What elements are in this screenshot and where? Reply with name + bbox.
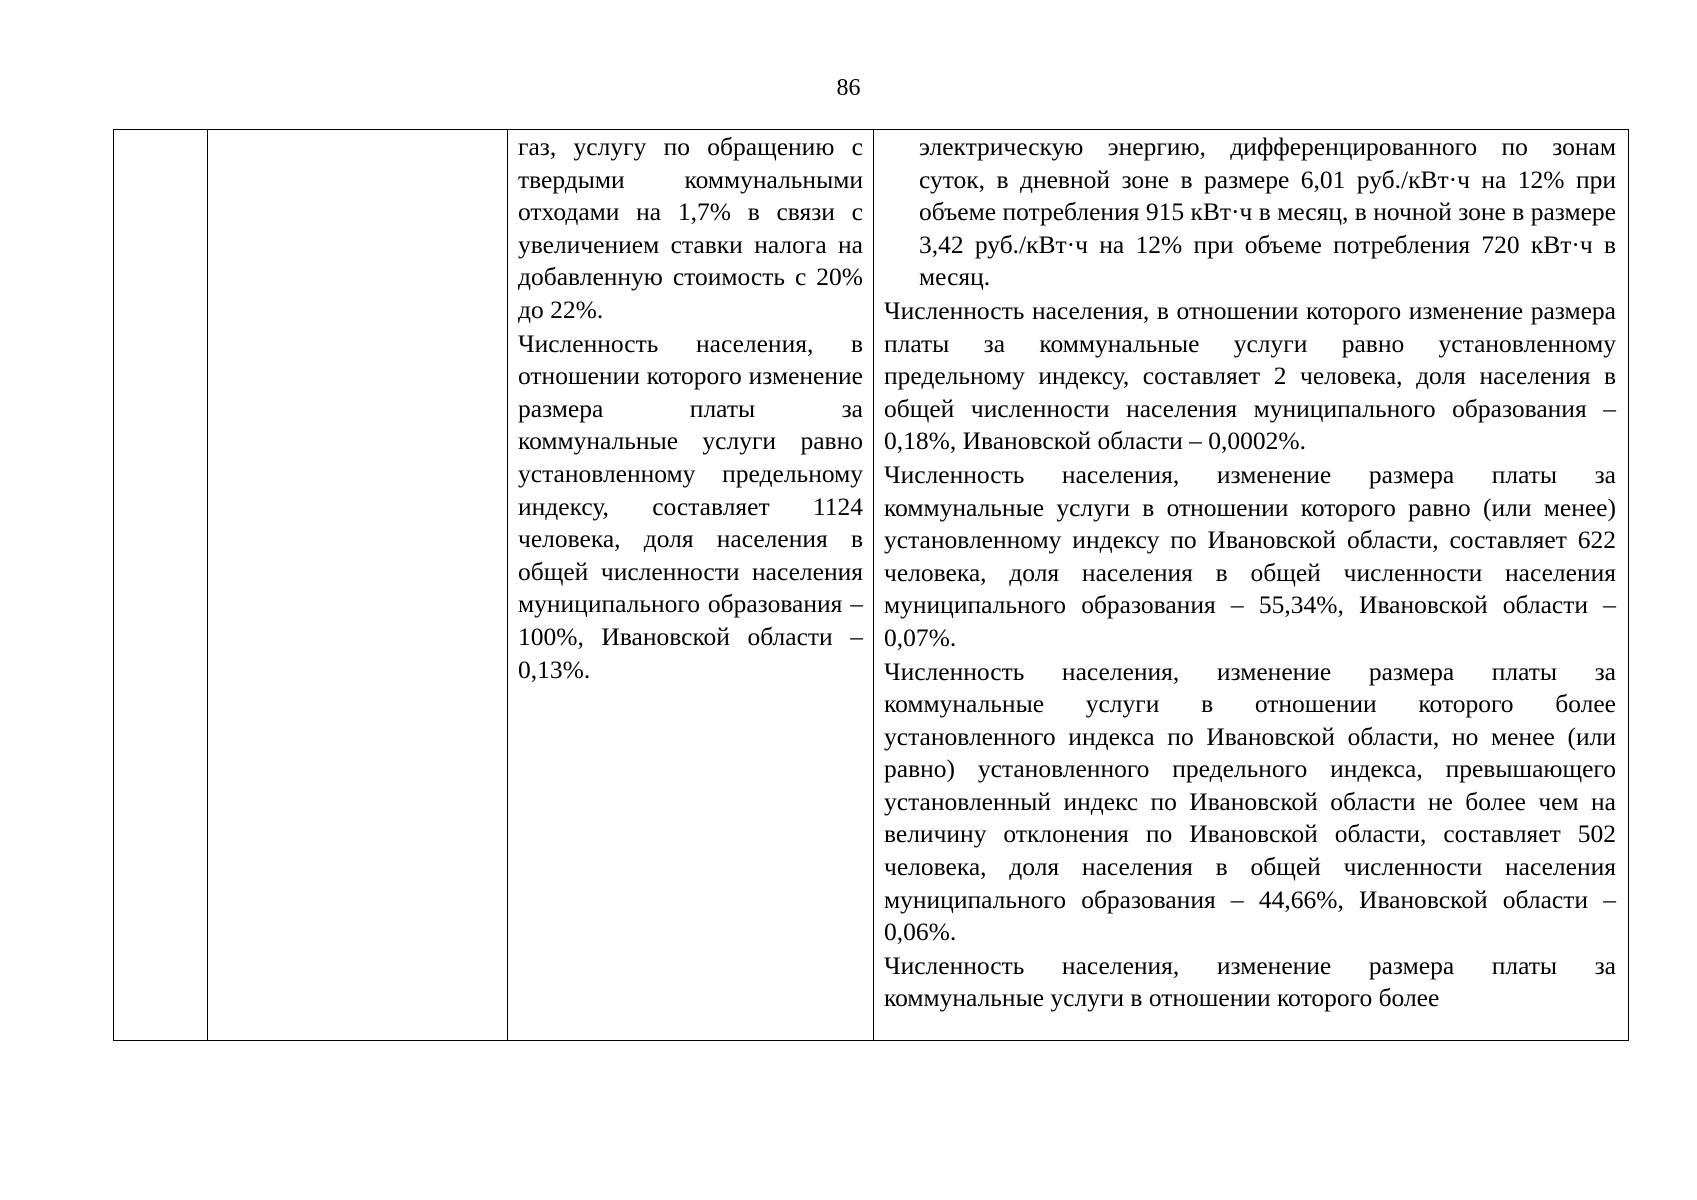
table-cell-municipality xyxy=(208,130,508,1041)
table-cell-details xyxy=(874,130,1629,1041)
table-row xyxy=(114,130,1629,1041)
table-cell-measures xyxy=(508,130,874,1041)
page-number: 86 xyxy=(836,75,861,101)
paragraph: газ, услугу по обращению с твердыми коммунальными отходами на 1,7% в связи с увеличением ставки налога на добавленную стоимость с 20% до 22%. xyxy=(518,132,863,324)
paragraph: Численность населения, изменение размера платы за коммунальные услуги в отношении которого более установленного индекса по Ивановской области, но менее (или равно) установленного предельного индекса, превышающего установленный индекс по Ивановской области не более чем на величину отклонения по Ивановской области, составляет 502 человека, доля населения в общей численности населения муниципального образования – 44,66%, Ивановской области – 0,06%. xyxy=(884,656,1616,947)
table-cell-number xyxy=(114,130,208,1041)
paragraph: Численность населения, изменение размера платы за коммунальные услуги в отношении которого более xyxy=(884,950,1616,1013)
paragraph: Численность населения, в отношении которого изменение размера платы за коммунальные услуги равно установленному предельному индексу, составляет 1124 человека, доля населения в общей численности населения муниципального образования – 100%, Ивановской области – 0,13%. xyxy=(518,328,863,684)
paragraph: электрическую энергию, дифференцированного по зонам суток, в дневной зоне в размере 6,01 руб./кВт·ч на 12% при объеме потребления 915 кВт·ч в месяц, в ночной зоне в размере 3,42 руб./кВт·ч на 12% при объеме потребления 720 кВт·ч в месяц. xyxy=(919,132,1616,292)
content-table xyxy=(113,129,1629,1041)
paragraph: Численность населения, в отношении которого изменение размера платы за коммунальные услуги равно установленному предельному индексу, составляет 2 человека, доля населения в общей численности населения муниципального образования – 0,18%, Ивановской области – 0,0002%. xyxy=(884,295,1616,456)
paragraph: Численность населения, изменение размера платы за коммунальные услуги в отношении которого равно (или менее) установленному индексу по Ивановской области, составляет 622 человека, доля населения в общей численности населения муниципального образования – 55,34%, Ивановской области – 0,07%. xyxy=(884,459,1616,652)
